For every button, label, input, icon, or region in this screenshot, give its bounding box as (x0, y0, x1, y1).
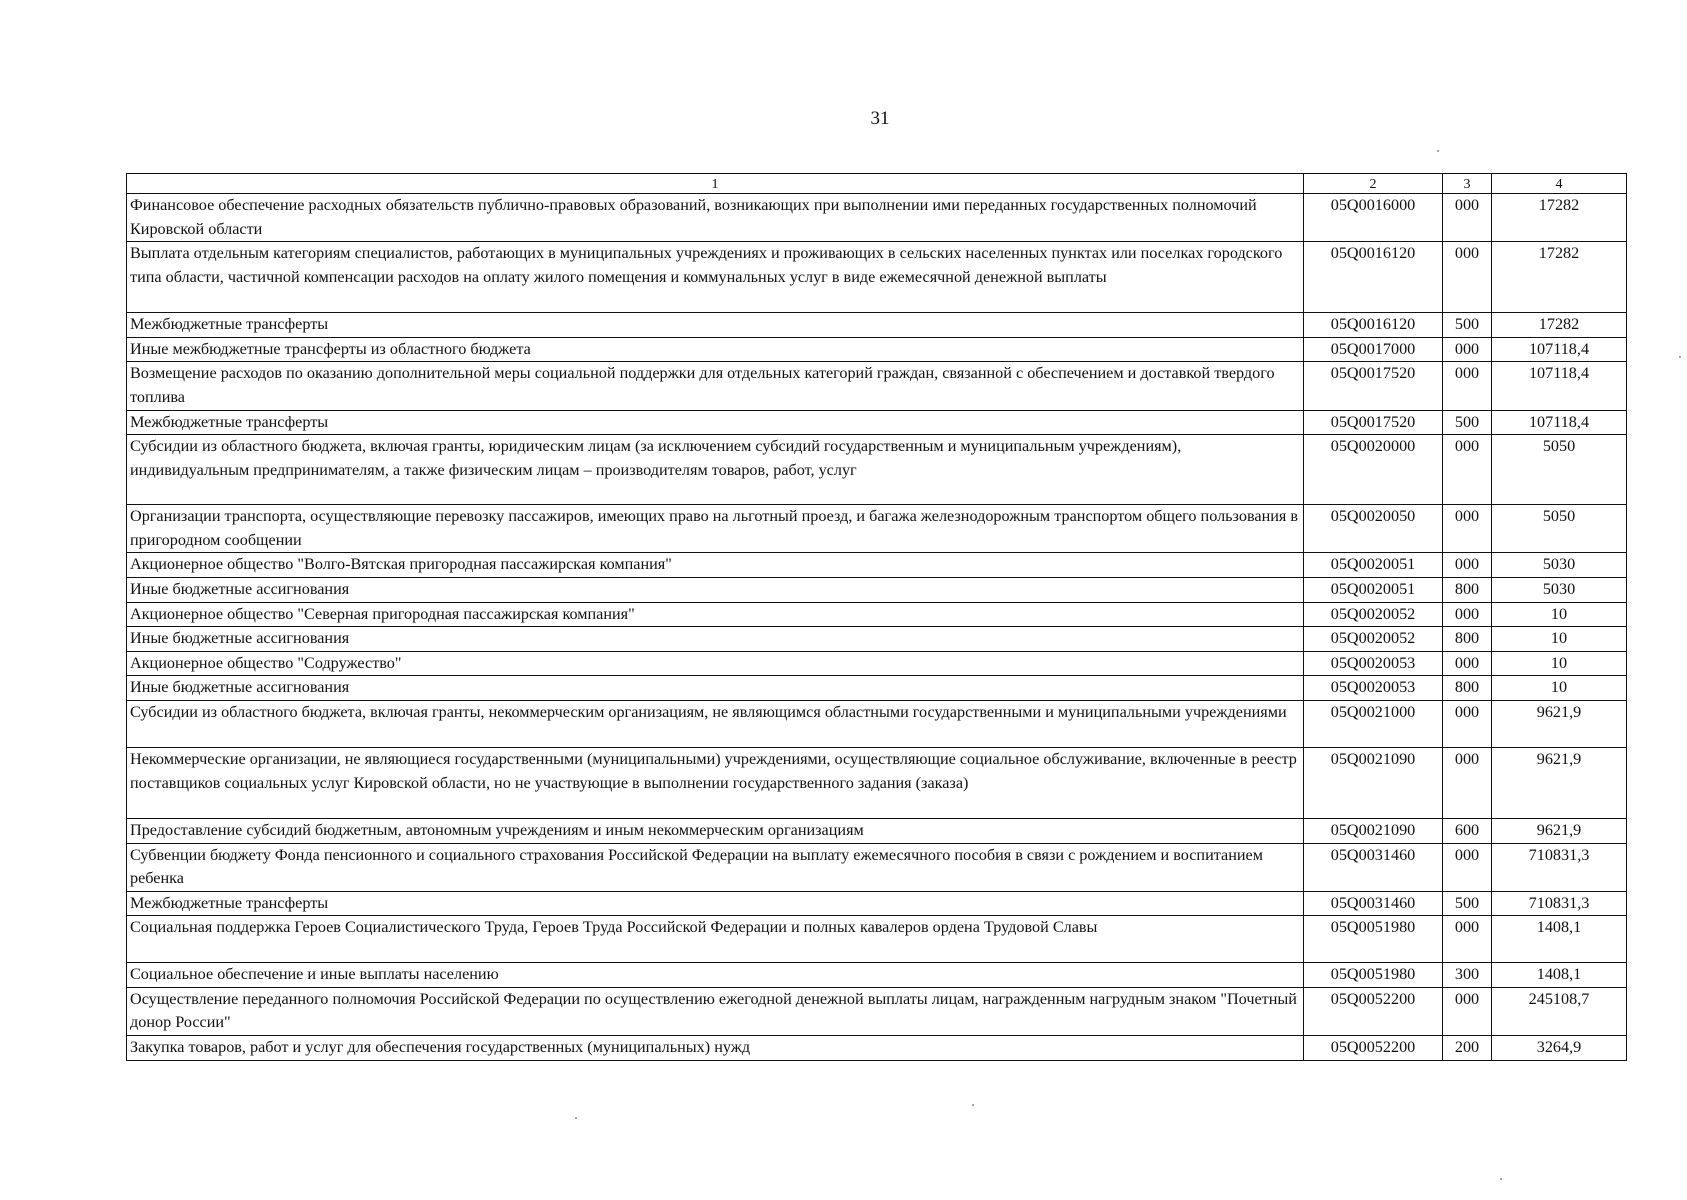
row-sum-cell: 9621,9 (1492, 700, 1627, 747)
table-row (127, 602, 1627, 627)
row-expense-type-cell: 000 (1443, 242, 1492, 313)
row-expense-type-cell: 200 (1443, 1036, 1492, 1061)
row-sum-cell: 10 (1492, 676, 1627, 701)
row-code-cell: 05Q0051980 (1304, 963, 1443, 988)
scan-speck (1437, 150, 1439, 152)
row-code-cell: 05Q0031460 (1304, 843, 1443, 891)
row-expense-type-cell: 800 (1443, 676, 1492, 701)
row-code-cell: 05Q0020052 (1304, 627, 1443, 652)
row-sum-cell: 17282 (1492, 313, 1627, 338)
table-row (127, 577, 1627, 602)
table-row (127, 843, 1627, 891)
row-sum-cell: 245108,7 (1492, 987, 1627, 1035)
scan-speck (1679, 356, 1681, 358)
row-sum-cell: 10 (1492, 602, 1627, 627)
table-row (127, 916, 1627, 963)
table-row (127, 891, 1627, 916)
scan-speck (575, 1117, 577, 1119)
row-name-cell: Возмещение расходов по оказанию дополнительной меры социальной поддержки для отдельных категорий граждан, связанной с обеспечением и доставкой твердого топлива (127, 362, 1304, 410)
row-sum-cell: 17282 (1492, 194, 1627, 242)
row-expense-type-cell: 000 (1443, 337, 1492, 362)
row-sum-cell: 1408,1 (1492, 963, 1627, 988)
table-row (127, 337, 1627, 362)
row-expense-type-cell: 500 (1443, 891, 1492, 916)
row-code-cell: 05Q0021090 (1304, 747, 1443, 818)
row-code-cell: 05Q0020000 (1304, 435, 1443, 505)
row-expense-type-cell: 000 (1443, 435, 1492, 505)
header-col-3: 3 (1443, 174, 1492, 194)
table-row (127, 553, 1627, 578)
row-name-cell: Межбюджетные трансферты (127, 410, 1304, 435)
table-row (127, 963, 1627, 988)
row-sum-cell: 5050 (1492, 435, 1627, 505)
row-code-cell: 05Q0020053 (1304, 651, 1443, 676)
scan-speck (972, 1104, 974, 1106)
row-expense-type-cell: 000 (1443, 700, 1492, 747)
table-row (127, 313, 1627, 338)
table-row (127, 651, 1627, 676)
row-name-cell: Иные бюджетные ассигнования (127, 676, 1304, 701)
row-sum-cell: 710831,3 (1492, 891, 1627, 916)
header-col-2: 2 (1304, 174, 1443, 194)
row-code-cell: 05Q0020051 (1304, 553, 1443, 578)
row-code-cell: 05Q0021090 (1304, 818, 1443, 843)
row-sum-cell: 3264,9 (1492, 1036, 1627, 1061)
row-name-cell: Иные межбюджетные трансферты из областного бюджета (127, 337, 1304, 362)
row-code-cell: 05Q0017520 (1304, 362, 1443, 410)
row-expense-type-cell: 000 (1443, 362, 1492, 410)
row-sum-cell: 107118,4 (1492, 410, 1627, 435)
table-row (127, 627, 1627, 652)
table-header-row (127, 174, 1627, 194)
table-row (127, 818, 1627, 843)
row-expense-type-cell: 500 (1443, 410, 1492, 435)
row-sum-cell: 5050 (1492, 505, 1627, 553)
row-name-cell: Акционерное общество "Северная пригородная пассажирская компания" (127, 602, 1304, 627)
table-row (127, 242, 1627, 313)
row-name-cell: Организации транспорта, осуществляющие перевозку пассажиров, имеющих право на льготный проезд, и багажа железнодорожным транспортом общего пользования в пригородном сообщении (127, 505, 1304, 553)
table-row (127, 435, 1627, 505)
row-name-cell: Межбюджетные трансферты (127, 313, 1304, 338)
row-expense-type-cell: 000 (1443, 916, 1492, 963)
row-expense-type-cell: 000 (1443, 553, 1492, 578)
row-name-cell: Предоставление субсидий бюджетным, автономным учреждениям и иным некоммерческим организациям (127, 818, 1304, 843)
row-code-cell: 05Q0016120 (1304, 242, 1443, 313)
table-row (127, 987, 1627, 1035)
header-col-1: 1 (127, 174, 1304, 194)
row-sum-cell: 5030 (1492, 553, 1627, 578)
row-expense-type-cell: 000 (1443, 194, 1492, 242)
page-number: 31 (870, 108, 890, 129)
row-expense-type-cell: 000 (1443, 651, 1492, 676)
budget-table (126, 173, 1627, 1061)
row-sum-cell: 9621,9 (1492, 747, 1627, 818)
row-code-cell: 05Q0020051 (1304, 577, 1443, 602)
row-code-cell: 05Q0051980 (1304, 916, 1443, 963)
row-code-cell: 05Q0031460 (1304, 891, 1443, 916)
row-code-cell: 05Q0021000 (1304, 700, 1443, 747)
table-row (127, 700, 1627, 747)
row-name-cell: Иные бюджетные ассигнования (127, 627, 1304, 652)
table-row (127, 362, 1627, 410)
row-sum-cell: 710831,3 (1492, 843, 1627, 891)
row-sum-cell: 10 (1492, 651, 1627, 676)
row-code-cell: 05Q0052200 (1304, 987, 1443, 1035)
row-name-cell: Социальное обеспечение и иные выплаты населению (127, 963, 1304, 988)
row-name-cell: Осуществление переданного полномочия Российской Федерации по осуществлению ежегодной денежной выплаты лицам, награжденным нагрудным знаком "Почетный донор России" (127, 987, 1304, 1035)
table-row (127, 194, 1627, 242)
row-name-cell: Закупка товаров, работ и услуг для обеспечения государственных (муниципальных) нужд (127, 1036, 1304, 1061)
row-name-cell: Выплата отдельным категориям специалистов, работающих в муниципальных учреждениях и проживающих в сельских населенных пунктах или поселках городского типа области, частичной компенсации расходов на оплату жилого помещения и коммунальных услуг в виде ежемесячной денежной выплаты (127, 242, 1304, 313)
row-name-cell: Некоммерческие организации, не являющиеся государственными (муниципальными) учреждениями, осуществляющие социальное обслуживание, включенные в реестр поставщиков социальных услуг Кировской области, но не участвующие в выполнении государственного задания (заказа) (127, 747, 1304, 818)
row-name-cell: Социальная поддержка Героев Социалистического Труда, Героев Труда Российской Федерации и полных кавалеров ордена Трудовой Славы (127, 916, 1304, 963)
row-expense-type-cell: 000 (1443, 747, 1492, 818)
table-row (127, 505, 1627, 553)
row-code-cell: 05Q0020050 (1304, 505, 1443, 553)
row-name-cell: Субсидии из областного бюджета, включая гранты, некоммерческим организациям, не являющимся областными государственными и муниципальными учреждениями (127, 700, 1304, 747)
table-row (127, 676, 1627, 701)
row-expense-type-cell: 000 (1443, 505, 1492, 553)
row-expense-type-cell: 000 (1443, 602, 1492, 627)
row-sum-cell: 1408,1 (1492, 916, 1627, 963)
row-name-cell: Финансовое обеспечение расходных обязательств публично-правовых образований, возникающих при выполнении ими переданных государственных полномочий Кировской области (127, 194, 1304, 242)
row-name-cell: Субвенции бюджету Фонда пенсионного и социального страхования Российской Федерации на выплату ежемесячного пособия в связи с рождением и воспитанием ребенка (127, 843, 1304, 891)
row-name-cell: Межбюджетные трансферты (127, 891, 1304, 916)
row-expense-type-cell: 800 (1443, 627, 1492, 652)
table-row (127, 410, 1627, 435)
row-expense-type-cell: 600 (1443, 818, 1492, 843)
row-sum-cell: 107118,4 (1492, 362, 1627, 410)
row-code-cell: 05Q0016120 (1304, 313, 1443, 338)
row-expense-type-cell: 000 (1443, 843, 1492, 891)
row-sum-cell: 10 (1492, 627, 1627, 652)
header-col-4: 4 (1492, 174, 1627, 194)
row-expense-type-cell: 300 (1443, 963, 1492, 988)
table-row (127, 747, 1627, 818)
row-code-cell: 05Q0052200 (1304, 1036, 1443, 1061)
row-expense-type-cell: 500 (1443, 313, 1492, 338)
row-code-cell: 05Q0017520 (1304, 410, 1443, 435)
row-name-cell: Акционерное общество "Волго-Вятская пригородная пассажирская компания" (127, 553, 1304, 578)
table-body (127, 194, 1627, 1061)
row-sum-cell: 5030 (1492, 577, 1627, 602)
row-code-cell: 05Q0016000 (1304, 194, 1443, 242)
table-row (127, 1036, 1627, 1061)
row-sum-cell: 9621,9 (1492, 818, 1627, 843)
row-name-cell: Субсидии из областного бюджета, включая гранты, юридическим лицам (за исключением субсидий государственным и муниципальным учреждениям), индивидуальным предпринимателям, а также физическим лицам – производителям товаров, работ, услуг (127, 435, 1304, 505)
row-name-cell: Акционерное общество "Содружество" (127, 651, 1304, 676)
row-code-cell: 05Q0017000 (1304, 337, 1443, 362)
row-code-cell: 05Q0020052 (1304, 602, 1443, 627)
row-code-cell: 05Q0020053 (1304, 676, 1443, 701)
scan-speck (1500, 1178, 1502, 1180)
row-name-cell: Иные бюджетные ассигнования (127, 577, 1304, 602)
row-expense-type-cell: 000 (1443, 987, 1492, 1035)
row-sum-cell: 107118,4 (1492, 337, 1627, 362)
row-sum-cell: 17282 (1492, 242, 1627, 313)
row-expense-type-cell: 800 (1443, 577, 1492, 602)
